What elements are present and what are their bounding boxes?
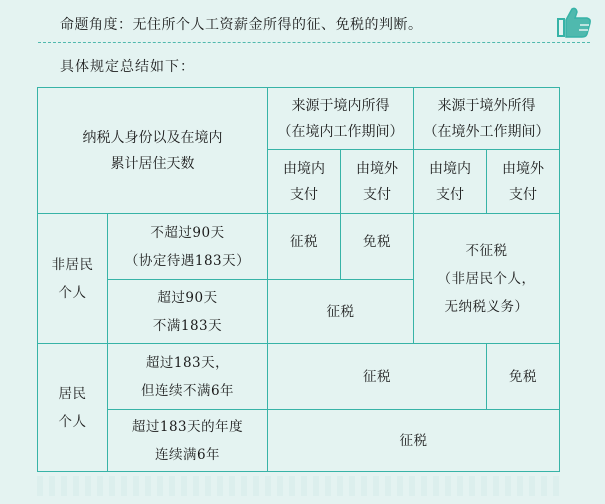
cell-exempt: 免税 bbox=[341, 214, 414, 280]
days-183-lt6y: 超过183天， 但连续不满6年 bbox=[108, 344, 268, 410]
cell-taxed: 征税 bbox=[268, 280, 414, 344]
cell-not-taxed: 不征税 （非居民个人， 无纳税义务） bbox=[414, 214, 560, 344]
topic-heading: 命题角度：无住所个人工资薪金所得的征、免税的判断。 bbox=[60, 17, 423, 33]
header-foreign-source: 来源于境外所得 （在境外工作期间） bbox=[414, 88, 560, 150]
thumbs-up-icon bbox=[554, 4, 594, 40]
days-90-183: 超过90天 不满183天 bbox=[108, 280, 268, 344]
cell-taxed: 征税 bbox=[268, 410, 560, 472]
topic-bar bbox=[0, 0, 605, 44]
cell-taxed: 征税 bbox=[268, 214, 341, 280]
tax-rules-table bbox=[37, 87, 560, 472]
row-label-nonresident: 非居民 个人 bbox=[38, 214, 108, 344]
decorative-strip bbox=[37, 476, 559, 496]
header-foreign-source-foreign-paid: 由境外 支付 bbox=[487, 150, 560, 214]
dashed-divider bbox=[38, 42, 590, 43]
header-corner: 纳税人身份以及在境内 累计居住天数 bbox=[38, 88, 268, 214]
header-domestic-source-domestic-paid: 由境内 支付 bbox=[268, 150, 341, 214]
header-domestic-source-foreign-paid: 由境外 支付 bbox=[341, 150, 414, 214]
intro-text: 具体规定总结如下： bbox=[60, 59, 195, 75]
days-le-90: 不超过90天 （协定待遇183天） bbox=[108, 214, 268, 280]
row-label-resident: 居民 个人 bbox=[38, 344, 108, 472]
days-6y: 超过183天的年度 连续满6年 bbox=[108, 410, 268, 472]
cell-exempt: 免税 bbox=[487, 344, 560, 410]
header-domestic-source: 来源于境内所得 （在境内工作期间） bbox=[268, 88, 414, 150]
cell-taxed: 征税 bbox=[268, 344, 487, 410]
header-foreign-source-domestic-paid: 由境内 支付 bbox=[414, 150, 487, 214]
